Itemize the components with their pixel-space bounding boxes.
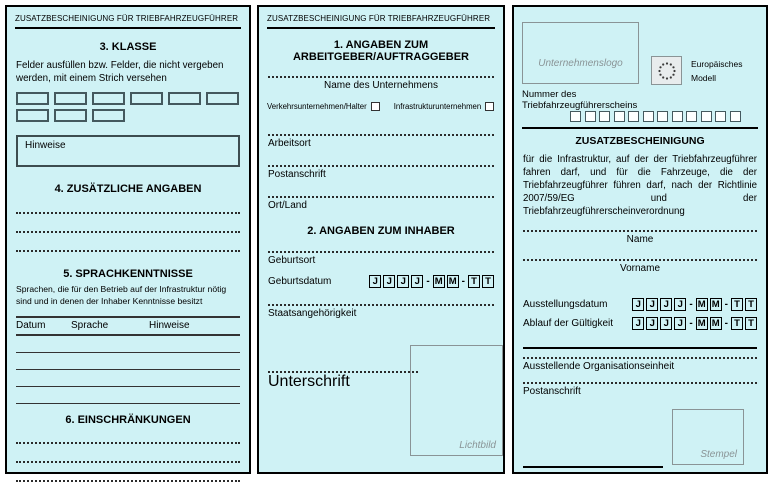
ausstellungsdatum-label: Ausstellungsdatum — [523, 299, 608, 310]
licence-number-line1: Nummer des — [522, 89, 577, 100]
fill-in-line[interactable] — [523, 357, 757, 359]
fill-in-line[interactable] — [268, 134, 494, 136]
class-code-boxes-row2 — [16, 109, 249, 122]
postanschrift-label: Postanschrift — [268, 169, 326, 180]
lichtbild-label: Lichtbild — [459, 440, 496, 451]
fill-in-line[interactable] — [16, 231, 240, 233]
col-datum: Datum — [16, 319, 46, 331]
section-klasse-heading: 3. KLASSE — [99, 41, 157, 53]
class-code-box[interactable] — [54, 109, 87, 122]
class-code-box[interactable] — [130, 92, 163, 105]
section1-heading: 1. ANGABEN ZUM ARBEITGEBER/AUFTRAGGEBER — [292, 39, 469, 63]
date-digit-box[interactable]: J — [660, 317, 672, 330]
divider — [522, 127, 758, 129]
licence-number-box[interactable] — [628, 111, 639, 122]
date-separator: - — [689, 299, 693, 310]
ortland-label: Ort/Land — [268, 200, 307, 211]
language-table — [16, 316, 240, 404]
licence-number-box[interactable] — [657, 111, 668, 122]
name-label: Name — [626, 234, 654, 245]
fill-in-line[interactable] — [268, 165, 494, 167]
date-digit-box[interactable]: J — [646, 298, 658, 311]
date-digit-box[interactable]: J — [383, 275, 395, 288]
fill-in-line[interactable] — [16, 250, 240, 252]
date-separator: - — [724, 318, 728, 329]
ausstellungsdatum-boxes — [632, 298, 757, 311]
col-hinweise: Hinweise — [149, 319, 190, 331]
infrastrukturunternehmen-label: Infrastrukturunternehmen — [393, 102, 482, 111]
date-digit-box[interactable]: J — [646, 317, 658, 330]
date-digit-box[interactable]: M — [433, 275, 445, 288]
date-digit-box[interactable]: T — [745, 298, 757, 311]
fill-in-line[interactable] — [16, 442, 240, 444]
date-digit-box[interactable]: T — [468, 275, 480, 288]
licence-number-box[interactable] — [585, 111, 596, 122]
unterschrift-label: Unterschrift — [268, 373, 350, 390]
date-digit-box[interactable]: T — [731, 317, 743, 330]
certificate-paragraph: für die Infrastruktur, auf der der Triebfahrzeugführer fahren darf, und für die Fahrzeuge, die der Triebfahrzeugführer führen darf, nach der Richtlinie 2007/59/EG und der Triebfahrzeugführerscheinverordnung — [523, 154, 757, 217]
eu-stars-icon — [656, 60, 678, 82]
class-code-boxes-row1 — [16, 92, 249, 105]
stempel-label: Stempel — [700, 449, 737, 460]
fill-in-line[interactable] — [268, 76, 494, 78]
section-sprachen-heading: 5. SPRACHKENNTNISSE — [63, 268, 193, 281]
language-table-row[interactable] — [16, 336, 240, 353]
licence-number-box[interactable] — [686, 111, 697, 122]
verkehrsunternehmen-label: Verkehrsunternehmen/Halter — [267, 102, 367, 111]
staatsangehoerigkeit-label: Staatsangehörigkeit — [268, 308, 357, 319]
licence-number-box[interactable] — [701, 111, 712, 122]
klasse-instruction: Felder ausfüllen bzw. Felder, die nicht vergeben werden, mit einem Strich versehen — [16, 60, 224, 84]
section-zusatz-heading: 4. ZUSÄTZLICHE ANGABEN — [54, 183, 202, 196]
date-digit-box[interactable]: J — [411, 275, 423, 288]
class-code-box[interactable] — [16, 109, 49, 122]
class-code-box[interactable] — [16, 92, 49, 105]
licence-number-box[interactable] — [643, 111, 654, 122]
geburtsdatum-boxes — [369, 275, 494, 288]
arbeitsort-label: Arbeitsort — [268, 138, 311, 149]
photo-placeholder — [410, 345, 503, 456]
licence-number-line2: Triebfahrzeugführerscheins — [522, 99, 638, 111]
language-table-row[interactable] — [16, 387, 240, 404]
date-digit-box[interactable]: T — [482, 275, 494, 288]
date-digit-box[interactable]: J — [369, 275, 381, 288]
certificate-top-area — [514, 7, 766, 127]
language-table-row[interactable] — [16, 370, 240, 387]
date-separator: - — [724, 299, 728, 310]
date-digit-box[interactable]: J — [397, 275, 409, 288]
eu-model-label — [691, 58, 743, 85]
date-digit-box[interactable]: T — [731, 298, 743, 311]
licence-number-box[interactable] — [599, 111, 610, 122]
date-digit-box[interactable]: M — [696, 298, 708, 311]
class-code-box[interactable] — [92, 92, 125, 105]
fill-in-line[interactable] — [268, 196, 494, 198]
geburtsdatum-label: Geburtsdatum — [268, 276, 332, 287]
language-table-header — [16, 316, 240, 336]
fill-in-line[interactable] — [16, 461, 240, 463]
eu-model-line1: Europäisches — [691, 59, 743, 69]
panel-title: ZUSATZBESCHEINIGUNG FÜR TRIEBFAHRZEUGFÜHRER — [267, 14, 491, 23]
language-table-row[interactable] — [16, 353, 240, 370]
fill-in-line[interactable] — [268, 304, 494, 306]
col-sprache: Sprache — [71, 319, 109, 331]
hinweise-box[interactable]: Hinweise — [16, 135, 240, 167]
company-name-label: Name des Unternehmens — [324, 80, 438, 91]
class-code-box[interactable] — [54, 92, 87, 105]
date-digit-box[interactable]: M — [696, 317, 708, 330]
date-digit-box[interactable]: M — [710, 298, 722, 311]
infrastrukturunternehmen-checkbox[interactable] — [485, 102, 494, 111]
signature-group — [268, 371, 418, 391]
date-separator: - — [426, 276, 430, 287]
date-separator: - — [461, 276, 465, 287]
licence-number-box[interactable] — [614, 111, 625, 122]
licence-number-boxes — [570, 111, 741, 122]
section2-heading: 2. ANGABEN ZUM INHABER — [307, 225, 455, 237]
company-type-row — [267, 102, 495, 111]
date-digit-box[interactable]: J — [660, 298, 672, 311]
licence-number-box[interactable] — [570, 111, 581, 122]
geburtsdatum-row — [268, 275, 494, 288]
stamp-placeholder — [672, 409, 744, 465]
panel-klasse-sprachen — [5, 5, 251, 474]
fill-in-line[interactable] — [523, 230, 757, 232]
date-digit-box[interactable]: J — [632, 317, 644, 330]
eu-model-line2: Modell — [691, 72, 717, 83]
date-digit-box[interactable]: J — [674, 298, 686, 311]
ablauf-row — [523, 317, 757, 330]
company-logo-placeholder — [522, 22, 639, 84]
fill-in-line[interactable] — [523, 259, 757, 261]
date-digit-box[interactable]: M — [710, 317, 722, 330]
ablauf-label: Ablauf der Gültigkeit — [523, 318, 614, 329]
date-digit-box[interactable]: J — [674, 317, 686, 330]
class-code-box[interactable] — [92, 109, 125, 122]
postanschrift-label: Postanschrift — [523, 386, 581, 397]
divider — [523, 347, 757, 349]
eu-model-box — [651, 56, 682, 85]
licence-number-box[interactable] — [672, 111, 683, 122]
ablauf-boxes — [632, 317, 757, 330]
sprachen-description: Sprachen, die für den Betrieb auf der Infrastruktur nötig sind und in denen der Inhaber Kenntnisse besitzt — [16, 284, 227, 306]
org-label: Ausstellende Organisationseinheit — [523, 361, 675, 372]
panel-arbeitgeber-inhaber — [257, 5, 505, 474]
class-code-box[interactable] — [168, 92, 201, 105]
fill-in-line[interactable] — [268, 251, 494, 253]
panel-zusatzbescheinigung — [512, 5, 768, 474]
licence-number-box[interactable] — [715, 111, 726, 122]
ausstellungsdatum-row — [523, 298, 757, 311]
unternehmenslogo-label: Unternehmenslogo — [538, 58, 623, 69]
panel-title: ZUSATZBESCHEINIGUNG FÜR TRIEBFAHRZEUGFÜHRER — [15, 14, 239, 23]
signature-line[interactable] — [523, 466, 663, 468]
date-digit-box[interactable]: J — [632, 298, 644, 311]
date-separator: - — [689, 318, 693, 329]
fill-in-line[interactable] — [523, 382, 757, 384]
date-digit-box[interactable]: M — [447, 275, 459, 288]
date-digit-box[interactable]: T — [745, 317, 757, 330]
vorname-label: Vorname — [619, 263, 661, 274]
geburtsort-label: Geburtsort — [268, 255, 316, 266]
class-code-box[interactable] — [206, 92, 239, 105]
licence-number-label — [522, 90, 637, 112]
licence-number-box[interactable] — [730, 111, 741, 122]
certificate-title: ZUSATZBESCHEINIGUNG — [575, 135, 705, 147]
verkehrsunternehmen-checkbox[interactable] — [371, 102, 380, 111]
fill-in-line[interactable] — [16, 212, 240, 214]
divider — [267, 27, 495, 29]
section-einschraenkungen-heading: 6. EINSCHRÄNKUNGEN — [65, 413, 191, 426]
divider — [15, 27, 241, 29]
